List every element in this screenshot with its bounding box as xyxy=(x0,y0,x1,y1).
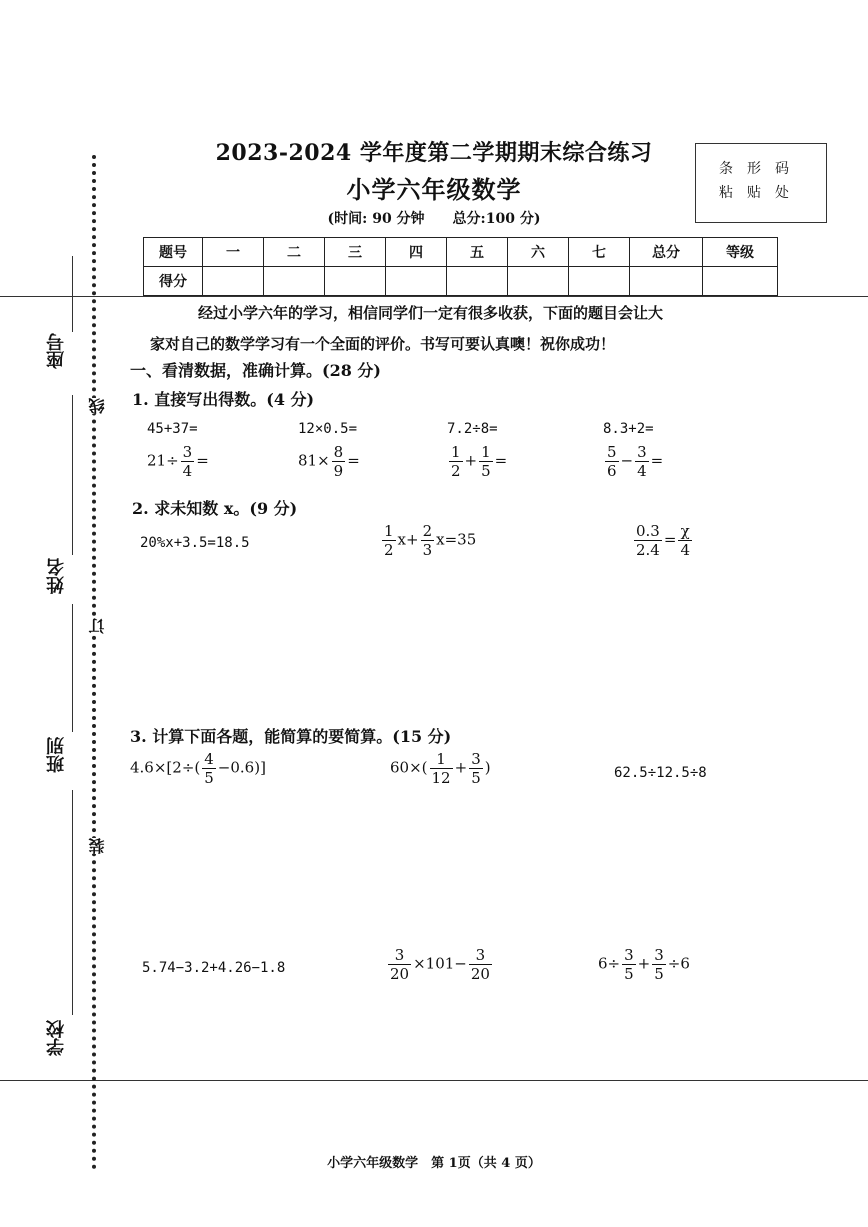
q2-equation-a: 20%x+3.5=18.5 xyxy=(140,535,250,551)
school-fill-line[interactable] xyxy=(72,790,73,1015)
footer-divider xyxy=(0,1080,868,1081)
table-cell: 得分 xyxy=(144,267,203,296)
exam-title: 2023-2024 学年度第二学期期末综合练习 xyxy=(215,140,653,166)
q3-problem-f: 6÷ $\frac{3}{5}$ + $\frac{3}{5}$ ÷6 xyxy=(598,946,690,983)
q1-heading: 1. 直接写出得数。(4 分) xyxy=(132,390,315,409)
name-fill-line[interactable] xyxy=(72,395,73,555)
q1-item-frac-a: 21÷ $\frac{3}{4}$ = xyxy=(147,443,209,480)
q3-problem-b: 60×( $\frac{1}{12}$ + $\frac{3}{5}$ ) xyxy=(390,750,491,787)
score-input-cell[interactable] xyxy=(569,267,630,296)
seat-fill-line[interactable] xyxy=(72,256,73,332)
q1-item: 12×0.5= xyxy=(298,421,358,437)
score-input-cell[interactable] xyxy=(325,267,386,296)
seat-label: 座号 xyxy=(46,333,67,369)
q3-problem-a: 4.6×[2÷( $\frac{4}{5}$ −0.6)] xyxy=(130,750,266,787)
score-input-cell[interactable] xyxy=(630,267,703,296)
q1-item: 8.3+2= xyxy=(603,421,654,437)
score-table-score-row xyxy=(144,267,778,296)
table-cell: 一 xyxy=(203,238,264,267)
score-input-cell[interactable] xyxy=(508,267,569,296)
q1-item: 7.2÷8= xyxy=(447,421,498,437)
school-label: 学校 xyxy=(46,1020,67,1056)
table-cell: 二 xyxy=(264,238,325,267)
exam-subtitle: 小学六年级数学 xyxy=(346,175,522,204)
score-input-cell[interactable] xyxy=(447,267,508,296)
table-cell: 七 xyxy=(569,238,630,267)
section-1-heading: 一、看清数据，准确计算。(28 分) xyxy=(130,361,381,380)
binding-dotted-line xyxy=(92,155,96,1170)
table-cell: 五 xyxy=(447,238,508,267)
q3-problem-d: 5.74−3.2+4.26−1.8 xyxy=(142,960,286,976)
q2-equation-c: $\frac{0.3}{2.4}$ = $\frac{\chi}{4}$ xyxy=(636,522,690,559)
score-input-cell[interactable] xyxy=(386,267,447,296)
binding-mark-xian: 线 xyxy=(88,398,107,414)
q1-item-frac-c: $\frac{1}{2}$ + $\frac{1}{5}$ = xyxy=(451,443,508,480)
name-label: 姓名 xyxy=(46,558,67,594)
page-footer: 小学六年级数学 第 1页（共 4 页） xyxy=(327,1156,541,1171)
q2-heading: 2. 求未知数 x。(9 分) xyxy=(132,499,298,518)
q3-problem-c: 62.5÷12.5÷8 xyxy=(614,765,707,781)
q3-problem-e: $\frac{3}{20}$ ×101− $\frac{3}{20}$ xyxy=(390,946,490,983)
q1-item: 45+37= xyxy=(147,421,198,437)
header-divider xyxy=(0,296,868,297)
class-label: 班别 xyxy=(46,737,67,773)
intro-line-1: 经过小学六年的学习，相信同学们一定有很多收获，下面的题目会让大 xyxy=(198,304,664,322)
exam-info: (时间: 90 分钟 总分:100 分) xyxy=(327,211,541,227)
table-cell: 三 xyxy=(325,238,386,267)
q1-item-frac-b: 81× $\frac{8}{9}$ = xyxy=(298,443,360,480)
binding-mark-zhuang: 装 xyxy=(88,838,107,854)
q2-equation-b: $\frac{1}{2}$ x+ $\frac{2}{3}$ x=35 xyxy=(384,522,477,559)
q1-item-frac-d: $\frac{5}{6}$ − $\frac{3}{4}$ = xyxy=(607,443,664,480)
table-cell: 六 xyxy=(508,238,569,267)
barcode-label-2: 粘贴处 xyxy=(719,185,803,201)
score-input-cell[interactable] xyxy=(703,267,778,296)
class-fill-line[interactable] xyxy=(72,604,73,732)
barcode-label-1: 条形码 xyxy=(719,161,803,177)
table-cell: 总分 xyxy=(630,238,703,267)
table-cell: 四 xyxy=(386,238,447,267)
binding-mark-ding: 订 xyxy=(88,618,107,634)
table-cell: 题号 xyxy=(144,238,203,267)
q3-heading: 3. 计算下面各题，能简算的要简算。(15 分) xyxy=(130,727,452,746)
score-input-cell[interactable] xyxy=(264,267,325,296)
score-input-cell[interactable] xyxy=(203,267,264,296)
score-table xyxy=(143,237,778,296)
score-table-header-row xyxy=(144,238,778,267)
table-cell: 等级 xyxy=(703,238,778,267)
barcode-box xyxy=(695,143,827,223)
intro-line-2: 家对自己的数学学习有一个全面的评价。书写可要认真噢！祝你成功！ xyxy=(150,335,616,353)
